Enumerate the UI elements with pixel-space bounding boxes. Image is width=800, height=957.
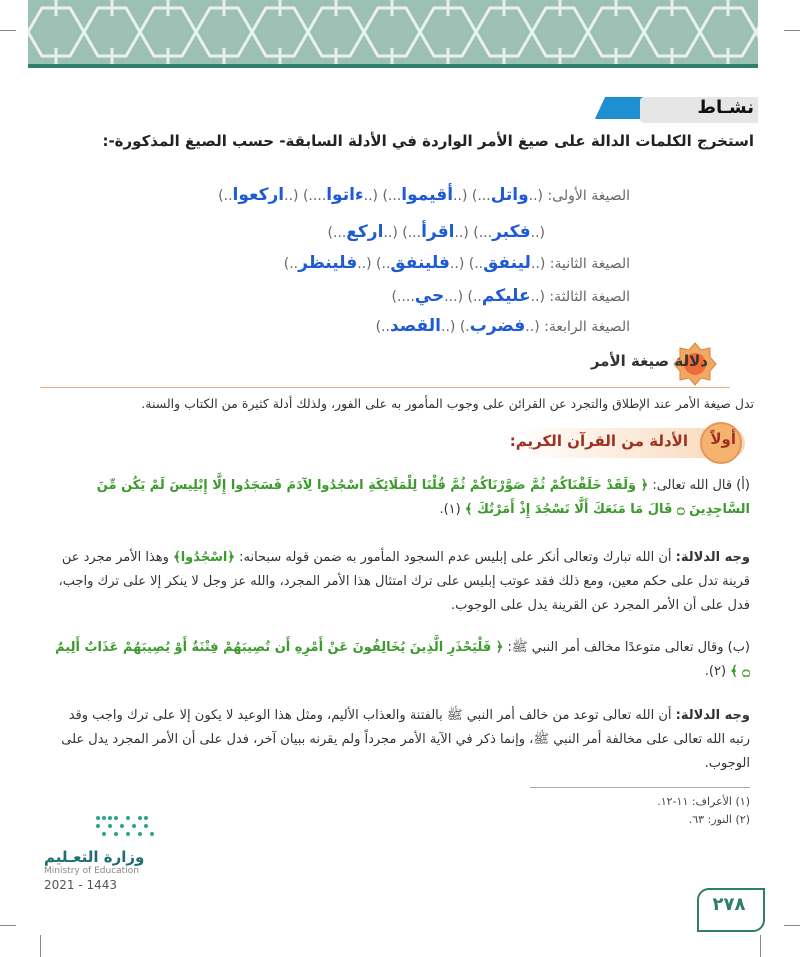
- activity-instruction: استخرج الكلمات الدالة على صيغ الأمر الواردة في الأدلة السابقة- حسب الصيغ المذكورة-:: [102, 132, 754, 150]
- form-line: (..فكبر...) (..اقرأ...) (..اركع...): [327, 222, 545, 242]
- pattern-ornament: [28, 0, 758, 64]
- ministry-name-ar: وزارة التعـليم: [44, 848, 145, 866]
- evidence-b-reasoning: وجه الدلالة: أن الله تعالى توعد من خالف أمر النبي ﷺ بالفتنة والعذاب الأليم، ومثل هذا الوعيد لا يكون إلا على ترك واجب وقد رتبه الله تعالى على مخالفة أمر النبي ﷺ، وإنما ذكر في الآية الأمر مجرداً ولم يقرنه ببيان آخر، فدل على أن الأمر المجرد يدل على الوجوب.: [61, 708, 750, 771]
- crop-mark: [0, 30, 16, 31]
- evidence-a-reasoning: وجه الدلالة: أن الله تبارك وتعالى أنكر على إبليس عدم السجود المأمور به ضمن قوله سبحانه: ﴿اسْجُدُوا﴾ وهذا الأمر مجرد عن قرينة تدل على حكم معين، ومع ذلك فقد عوتب إبليس على ترك امتثال هذا الأمر المجرد، والله عز وجل لا ينكر إلا على ترك واجب، فدل على أن الأمر المجرد عن القرينة يدل على الوجوب.: [58, 550, 750, 613]
- footnote-divider: [530, 787, 750, 788]
- form-line: الصيغة الثانية: (..لينفق..) (..فلينفق..) (..فلينظر..): [283, 253, 630, 273]
- footnote: (١) الأعراف: ١١-١٢.: [657, 795, 750, 808]
- quran-verse: ﴿ فَلْيَحْذَرِ الَّذِينَ يُخَالِفُونَ عَنْ أَمْرِهِ أَن تُصِيبَهُمْ فِتْنَةٌ أَوْ يُصِيبَهُمْ عَذَابٌ أَلِيمٌ ۝ ﴾: [55, 640, 750, 679]
- crop-mark: [784, 30, 800, 31]
- activity-label: نشـاط: [697, 97, 754, 118]
- form-line: الصيغة الأولى: (..واتل...) (..أقيموا...) (..ءاتوا....) (..اركعوا..): [218, 185, 630, 205]
- evidence-a: (أ) قال الله تعالى: ﴿ وَلَقَدْ خَلَقْنَاكُمْ ثُمَّ صَوَّرْنَاكُمْ ثُمَّ قُلْنَا لِلْمَلَائِكَةِ اسْجُدُوا لِآدَمَ فَسَجَدُوا إِلَّا إِبْلِيسَ لَمْ يَكُن مِّنَ السَّاجِدِينَ ۝ قَالَ مَا مَنَعَكَ أَلَّا تَسْجُدَ إِذْ أَمَرْتُكَ ﴾ (١).: [96, 478, 750, 517]
- heading-divider: [40, 387, 730, 388]
- footnote: (٢) النور: ٦٣.: [688, 813, 750, 826]
- form-line: الصيغة الرابعة: (..فضرب.) (..القصد..): [375, 316, 630, 336]
- subsection-number: أولاً: [710, 430, 736, 448]
- crop-mark: [0, 925, 16, 926]
- section-heading: دلالة صيغة الأمر: [590, 352, 708, 370]
- page-number: ٢٧٨: [712, 894, 746, 915]
- crop-mark: [760, 935, 761, 957]
- form-line: الصيغة الثالثة: (..عليكم..) (...حي....): [391, 286, 630, 306]
- evidence-b: (ب) وقال تعالى متوعدًا مخالف أمر النبي ﷺ: ﴿ فَلْيَحْذَرِ الَّذِينَ يُخَالِفُونَ عَنْ أَمْرِهِ أَن تُصِيبَهُمْ فِتْنَةٌ أَوْ يُصِيبَهُمْ عَذَابٌ أَلِيمٌ ۝ ﴾ (٢).: [55, 640, 750, 679]
- section-intro: تدل صيغة الأمر عند الإطلاق والتجرد عن القرائن على وجوب المأمور به على الفور، ولذلك أدلة كثيرة من الكتاب والسنة.: [141, 396, 754, 411]
- quran-verse: ﴿ وَلَقَدْ خَلَقْنَاكُمْ ثُمَّ صَوَّرْنَاكُمْ ثُمَّ قُلْنَا لِلْمَلَائِكَةِ اسْجُدُوا لِآدَمَ فَسَجَدُوا إِلَّا إِبْلِيسَ لَمْ يَكُن مِّنَ السَّاجِدِينَ ۝ قَالَ مَا مَنَعَكَ أَلَّا تَسْجُدَ إِذْ أَمَرْتُكَ ﴾: [96, 478, 750, 517]
- header-banner: [28, 0, 758, 68]
- crop-mark: [784, 925, 800, 926]
- crop-mark: [40, 935, 41, 957]
- subsection-title: الأدلة من القرآن الكريم:: [509, 432, 688, 450]
- ministry-year: 2021 - 1443: [44, 878, 118, 892]
- ministry-logo-icon: [94, 812, 154, 842]
- ministry-name-en: Ministry of Education: [44, 866, 139, 876]
